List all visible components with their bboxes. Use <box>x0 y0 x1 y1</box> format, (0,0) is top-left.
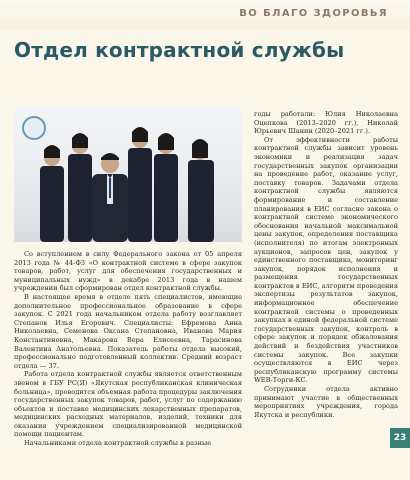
section-label: ВО БЛАГО ЗДОРОВЬЯ <box>239 8 388 19</box>
paragraph: Начальниками отдела контрактной службы в разные <box>24 439 212 448</box>
team-photo <box>14 106 242 242</box>
paragraph: В настоящее время в отделе пять специалистов, имеющие дополнительное профессиональное образование в сфере закупок. С 2021 года начальником отдела работу возглавляет Степанов Илья Егорович. Специалисты: Ефремова Анна Николаевна, Семенова Оксана Степановна, Иванова Мария Константиновна, Макарова Вера Елисеевна, Тарасинова Валентина Анатольевна. Показатель работы отдела высокий, профессионально подготовленный коллектив. Средний возраст отдела — 37. <box>14 292 242 370</box>
paragraph: годы работали: Юлия Николаевна Оцепкова (2013–2020 гг.), Николай Юрьевич Шанин (2020–2021 гг.). <box>254 110 398 136</box>
paragraph: Работа отдела контрактной службы является ответственным звеном в ГБУ РС(Я) «Якутская республиканская клиническая больница», проводится объемная работа процедуры заключения государственных закупок товаров, работ, услуг по содержанию объектов и поставке медицинских лекарственных препаратов, медицинских расходных материалов, изделий, техники для оказания учреждением специализированной медицинской помощи пациентам. <box>14 370 242 439</box>
article-column-right <box>254 110 398 419</box>
page-number: 23 <box>390 428 410 448</box>
paragraph: От эффективности работы контрактной службы зависит уровень экономики и реализация задач государственных закупок организации на проведение работ, оказание услуг, поставку товаров. Задачами отдела контрактной службы являются формирование и составление планирования в ЕИС согласно закона о контрактной системе экономического обоснования начальной максимальной цены закупок, определения поставщика (исполнителя) по итогам электронных аукционов, запросов цен, закупок у единственного поставщика, мониторинг закупок, порядок исполнения и размещения государственных контрактов в ЕИС, алгоритм проведения экспертизы результатов закупок, информационное обеспечение контрактной системы о проведенных закупках в единой федеральной системе государственных закупок, контроль в сфере закупок и порядок обжалования действий и бездействия участников системы закупок. Все закупки осуществляются в ЕИС через республиканскую программу системы WEB-Торги-КС. <box>254 135 398 385</box>
article-column-left <box>14 250 242 448</box>
team-photo-figures <box>14 106 242 242</box>
article-title: Отдел контрактной службы <box>14 38 345 62</box>
paragraph: Сотрудники отдела активно принимают участие в общественных мероприятиях учреждения, города Якутска и республики. <box>254 385 398 419</box>
paragraph: Со вступлением в силу Федерального закона от 05 апреля 2013 года № 44-ФЗ «О контрактной системе в сфере закупок товаров, работ, услуг для обеспечения государственных и муниципальных нужд» в декабре 2013 года в нашем учреждении был сформирован отдел контрактной службы. <box>14 250 242 293</box>
